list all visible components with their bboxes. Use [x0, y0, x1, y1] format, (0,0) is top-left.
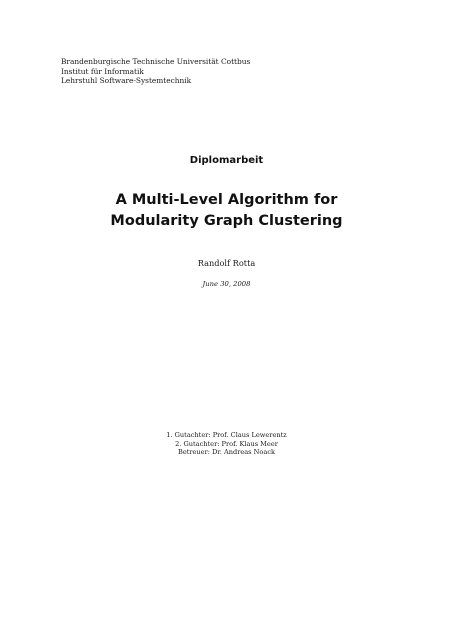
second-reviewer: 2. Gutachter: Prof. Klaus Meer	[175, 439, 278, 448]
submission-date: June 30, 2008	[202, 280, 251, 288]
university-name: Brandenburgische Technische Universität Cottbus	[61, 57, 251, 66]
first-reviewer: 1. Gutachter: Prof. Claus Lewerentz	[166, 431, 287, 439]
author-name: Randolf Rotta	[197, 258, 256, 268]
thesis-title-line-2: Modularity Graph Clustering	[110, 213, 343, 229]
affiliation-block	[61, 57, 250, 86]
document-type: Diplomarbeit	[189, 155, 264, 166]
supervisor: Betreuer: Dr. Andreas Noack	[177, 448, 276, 457]
thesis-title-line-1: A Multi-Level Algorithm for	[115, 192, 338, 208]
reviewers-block	[0, 431, 453, 457]
thesis-title	[0, 190, 453, 232]
chair-name: Lehrstuhl Software-Systemtechnik	[61, 76, 192, 86]
institute-name: Institut für Informatik	[61, 66, 144, 76]
